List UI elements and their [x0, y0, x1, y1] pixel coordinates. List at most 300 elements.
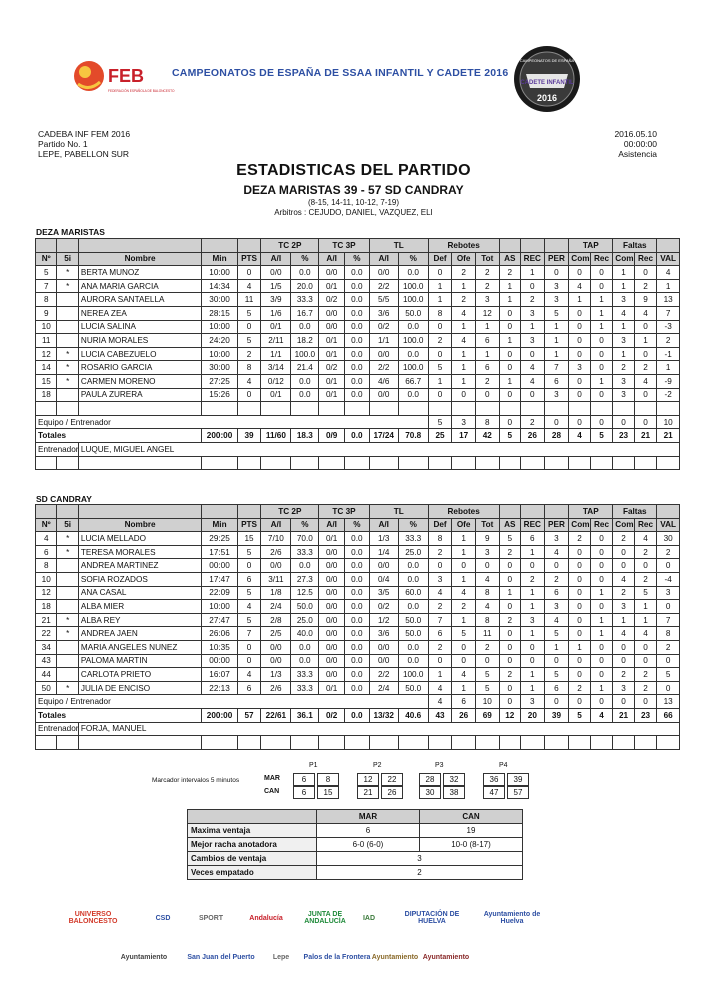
empty-cell: [569, 736, 590, 750]
stat-cell: 1: [452, 572, 476, 586]
stat-cell: 5: [36, 266, 57, 280]
stat-cell: 6: [475, 334, 499, 348]
total-cell: 21: [613, 708, 634, 722]
sponsor-logo: SPORT: [198, 914, 224, 922]
stat-cell: 0.0: [398, 559, 428, 573]
game-flow-table: [187, 809, 523, 880]
stat-cell: 1: [613, 320, 634, 334]
stat-cell: 5: [544, 627, 569, 641]
stat-cell: 0: [590, 532, 613, 546]
stat-cell: 0: [569, 415, 590, 429]
stat-cell: 1: [634, 613, 657, 627]
stat-cell: 17:47: [202, 572, 237, 586]
group-header-cell: [202, 239, 237, 253]
stat-cell: 1: [452, 532, 476, 546]
stat-cell: 2: [475, 640, 499, 654]
stat-cell: 0: [237, 640, 261, 654]
sponsor-logo: DIPUTACIÓN DE HUELVA: [404, 911, 460, 925]
player-row: [36, 627, 680, 641]
stat-cell: 0: [569, 695, 590, 709]
stat-cell: 2: [428, 334, 452, 348]
player-name: CARLOTA PRIETO: [78, 668, 201, 682]
stat-cell: 2: [499, 668, 520, 682]
stat-cell: 1: [452, 279, 476, 293]
stat-cell: 1: [590, 306, 613, 320]
group-header-row: [36, 505, 680, 519]
stat-cell: 1: [634, 600, 657, 614]
stat-cell: 13: [657, 695, 680, 709]
stat-cell: 0.0: [291, 320, 319, 334]
empty-cell: [613, 402, 634, 416]
player-row: [36, 266, 680, 280]
stat-cell: 0: [452, 640, 476, 654]
badge-top-text: CAMPEONATOS DE ESPAÑA: [519, 58, 575, 63]
quarter-team-code: CAN: [264, 788, 280, 795]
stat-cell: 0.0: [345, 347, 370, 361]
stat-cell: 1/3: [369, 532, 398, 546]
stat-cell: 7: [237, 627, 261, 641]
stat-cell: 2: [569, 532, 590, 546]
total-cell: 57: [237, 708, 261, 722]
stat-cell: 0: [590, 668, 613, 682]
empty-cell: [78, 456, 201, 470]
stat-cell: 50.0: [398, 613, 428, 627]
empty-cell: [428, 736, 452, 750]
group-header-cell: [499, 505, 520, 519]
stat-cell: 1: [499, 374, 520, 388]
stat-cell: 0.0: [345, 627, 370, 641]
quarter-score-cell: 8: [317, 773, 339, 786]
stat-cell: 0.0: [345, 681, 370, 695]
stat-cell: -9: [657, 374, 680, 388]
stat-cell: 0.0: [345, 559, 370, 573]
group-header-cell: [36, 239, 57, 253]
team-name-away: SD CANDRAY: [36, 494, 92, 504]
stat-cell: 4/6: [369, 374, 398, 388]
stat-cell: 4: [428, 586, 452, 600]
player-row: [36, 586, 680, 600]
stat-cell: 0.0: [398, 266, 428, 280]
player-name: SOFIA ROZADOS: [78, 572, 201, 586]
group-header-cell: Faltas: [613, 239, 657, 253]
quarter-score-cell: 39: [507, 773, 529, 786]
column-header-cell: Nº: [36, 252, 57, 266]
group-header-cell: TC 3P: [319, 239, 369, 253]
stat-cell: 1: [499, 279, 520, 293]
total-cell: 20: [521, 708, 545, 722]
empty-cell: [57, 456, 78, 470]
group-header-cell: TL: [369, 505, 428, 519]
player-name: ROSARIO GARCIA: [78, 361, 201, 375]
coach-row: [36, 442, 680, 456]
flow-value: 2: [317, 866, 523, 880]
stat-cell: 12: [36, 586, 57, 600]
stat-cell: 3/14: [261, 361, 291, 375]
quarter-header: P1: [309, 762, 318, 769]
stat-cell: 0: [569, 627, 590, 641]
stat-cell: 0: [634, 559, 657, 573]
stat-cell: 0: [569, 545, 590, 559]
stat-cell: 0/0: [319, 572, 345, 586]
stat-cell: 1: [521, 681, 545, 695]
stat-cell: *: [57, 681, 78, 695]
stat-cell: 2: [452, 600, 476, 614]
competition: CADEBA INF FEM 2016: [38, 129, 131, 139]
stat-cell: 0.0: [291, 374, 319, 388]
stat-cell: 0: [613, 415, 634, 429]
stat-cell: *: [57, 532, 78, 546]
coach-label: Entrenador: [36, 442, 79, 456]
stat-cell: 1: [499, 334, 520, 348]
stat-cell: 22: [36, 627, 57, 641]
stat-cell: 3: [475, 545, 499, 559]
stat-cell: 1: [475, 320, 499, 334]
stat-cell: 1: [657, 361, 680, 375]
player-row: [36, 388, 680, 402]
stat-cell: 1/8: [261, 586, 291, 600]
player-name: LUCIA SALINA: [78, 320, 201, 334]
stat-cell: 0.0: [291, 559, 319, 573]
stat-cell: 2: [634, 361, 657, 375]
column-header-cell: A/I: [369, 518, 398, 532]
stat-cell: 0: [634, 320, 657, 334]
stat-cell: 0: [499, 681, 520, 695]
stat-cell: 0.0: [291, 388, 319, 402]
stat-cell: 33.3: [291, 545, 319, 559]
stat-cell: 0.0: [291, 654, 319, 668]
attendance: Asistencia: [618, 149, 657, 159]
column-header-cell: %: [398, 252, 428, 266]
stat-cell: 2: [569, 681, 590, 695]
stat-cell: 27:47: [202, 613, 237, 627]
stat-cell: 0: [499, 627, 520, 641]
stat-cell: 0: [499, 388, 520, 402]
empty-cell: [544, 456, 569, 470]
stat-cell: 2/2: [369, 279, 398, 293]
stat-cell: 2: [475, 374, 499, 388]
stat-cell: 0/0: [261, 559, 291, 573]
empty-cell: [452, 736, 476, 750]
stat-cell: 0/1: [261, 388, 291, 402]
stat-cell: 0/0: [319, 640, 345, 654]
empty-cell: [499, 456, 520, 470]
column-header-cell: Ofe: [452, 252, 476, 266]
stat-cell: 8: [475, 586, 499, 600]
empty-cell: [569, 456, 590, 470]
stat-cell: 3: [521, 334, 545, 348]
group-header-cell: [57, 505, 78, 519]
stat-cell: 0/2: [319, 293, 345, 307]
stat-cell: 0: [499, 572, 520, 586]
stat-cell: 4: [634, 627, 657, 641]
flow-label: Veces empatado: [188, 866, 317, 880]
stat-cell: 7: [657, 613, 680, 627]
stat-cell: 0/0: [319, 586, 345, 600]
empty-cell: [475, 402, 499, 416]
stat-cell: 5: [452, 627, 476, 641]
stat-cell: 0: [569, 586, 590, 600]
stat-cell: [57, 668, 78, 682]
stat-cell: 8: [428, 532, 452, 546]
total-cell: 4: [569, 429, 590, 443]
empty-cell: [452, 402, 476, 416]
empty-cell: [36, 456, 57, 470]
stat-cell: 4: [613, 306, 634, 320]
stat-cell: 3: [613, 334, 634, 348]
stat-cell: 60.0: [398, 586, 428, 600]
stat-cell: 4: [237, 668, 261, 682]
column-header-cell: A/I: [261, 518, 291, 532]
stat-cell: 3: [428, 572, 452, 586]
stat-cell: 3/5: [369, 586, 398, 600]
stat-cell: 4: [521, 374, 545, 388]
stat-cell: 4: [452, 306, 476, 320]
group-header-cell: Faltas: [613, 505, 657, 519]
stat-cell: 0: [499, 415, 520, 429]
total-cell: 26: [452, 708, 476, 722]
stat-cell: 21.4: [291, 361, 319, 375]
stat-cell: 2/2: [369, 668, 398, 682]
stat-cell: 0: [428, 388, 452, 402]
stat-cell: 5: [475, 668, 499, 682]
stat-cell: 6: [237, 572, 261, 586]
column-header-cell: Rec: [590, 252, 613, 266]
stat-cell: 4: [237, 600, 261, 614]
flow-header-cell: [188, 810, 317, 824]
stat-cell: 1/1: [369, 334, 398, 348]
stat-cell: 2: [428, 545, 452, 559]
stat-cell: 0/0: [261, 654, 291, 668]
stat-cell: 0: [452, 654, 476, 668]
match-date: 2016.05.10: [614, 129, 657, 139]
stat-cell: 17:51: [202, 545, 237, 559]
total-cell: 18.3: [291, 429, 319, 443]
stat-cell: 0/0: [319, 266, 345, 280]
stat-cell: 1: [590, 293, 613, 307]
stat-cell: 1: [613, 266, 634, 280]
column-header-cell: PTS: [237, 518, 261, 532]
stat-cell: 5: [428, 415, 452, 429]
stat-cell: *: [57, 347, 78, 361]
player-row: [36, 306, 680, 320]
quarter-score-cell: 28: [419, 773, 441, 786]
stat-cell: 0/1: [319, 347, 345, 361]
stat-cell: 4: [428, 695, 452, 709]
column-header-cell: Nombre: [78, 518, 201, 532]
column-header-cell: %: [291, 252, 319, 266]
total-cell: 21: [657, 429, 680, 443]
sponsor-logo: Ayuntamiento: [120, 953, 168, 961]
stat-cell: 0: [590, 279, 613, 293]
stat-cell: -2: [657, 388, 680, 402]
stat-cell: 0: [544, 415, 569, 429]
stat-cell: 1: [499, 586, 520, 600]
flow-row: [188, 852, 523, 866]
stat-cell: 1: [590, 320, 613, 334]
column-header-cell: Com: [569, 518, 590, 532]
quarter-score-cell: 26: [381, 786, 403, 799]
badge-year: 2016: [536, 93, 558, 103]
match-number: Partido No. 1: [38, 139, 88, 149]
stat-cell: 0: [590, 347, 613, 361]
stat-cell: 0: [428, 347, 452, 361]
stat-cell: 0: [590, 334, 613, 348]
sponsor-logo: UNIVERSO BALONCESTO: [68, 911, 118, 925]
stat-cell: 2: [613, 361, 634, 375]
stat-cell: 0: [521, 279, 545, 293]
stat-cell: 0: [634, 654, 657, 668]
stat-cell: 0.0: [398, 320, 428, 334]
total-cell: 21: [634, 429, 657, 443]
stat-cell: 2: [521, 293, 545, 307]
quarter-score-cell: 38: [443, 786, 465, 799]
stat-cell: 0.0: [345, 654, 370, 668]
stat-cell: 1: [657, 279, 680, 293]
stat-cell: 11: [36, 334, 57, 348]
stat-cell: 27:25: [202, 374, 237, 388]
stat-cell: 3/11: [261, 572, 291, 586]
spacer-row: [36, 402, 680, 416]
stat-cell: 1: [475, 347, 499, 361]
stat-cell: 7: [544, 361, 569, 375]
stat-cell: 33.3: [291, 668, 319, 682]
stat-cell: 2: [499, 545, 520, 559]
stat-cell: 0: [569, 306, 590, 320]
stat-cell: 10: [475, 695, 499, 709]
stat-cell: 5: [237, 334, 261, 348]
total-cell: 4: [590, 708, 613, 722]
player-name: ANA MARIA GARCIA: [78, 279, 201, 293]
stat-cell: 1: [590, 374, 613, 388]
stat-cell: 0: [521, 654, 545, 668]
sponsor-logo: Andalucía: [249, 914, 283, 922]
empty-cell: [521, 456, 545, 470]
totals-label: Totales: [36, 429, 202, 443]
stat-cell: 0: [499, 361, 520, 375]
empty-cell: [544, 402, 569, 416]
stat-cell: 3/9: [261, 293, 291, 307]
stat-cell: 10: [657, 415, 680, 429]
player-row: [36, 374, 680, 388]
stat-cell: 25.0: [398, 545, 428, 559]
quarter-score-cell: 47: [483, 786, 505, 799]
player-name: ANDREA JAEN: [78, 627, 201, 641]
stat-cell: 3: [613, 293, 634, 307]
stat-cell: 6: [544, 681, 569, 695]
flow-value: 6: [317, 824, 420, 838]
stat-cell: [57, 586, 78, 600]
stat-cell: 0: [428, 654, 452, 668]
stat-cell: 0.0: [345, 572, 370, 586]
quarter-header: P2: [373, 762, 382, 769]
stat-cell: 0: [590, 654, 613, 668]
column-header-cell: Def: [428, 518, 452, 532]
column-header-cell: Nº: [36, 518, 57, 532]
empty-cell: [319, 402, 345, 416]
team-row-label: Equipo / Entrenador: [36, 695, 429, 709]
badge-text: CADETE INFANTIL: [520, 80, 574, 86]
empty-cell: [345, 456, 370, 470]
stat-cell: *: [57, 374, 78, 388]
stat-cell: 0: [590, 266, 613, 280]
group-header-row: [36, 239, 680, 253]
stat-cell: 3: [475, 293, 499, 307]
stat-cell: 0: [521, 640, 545, 654]
stat-cell: 66.7: [398, 374, 428, 388]
stat-cell: 1: [544, 334, 569, 348]
stat-cell: 2: [634, 572, 657, 586]
column-header-cell: 5i: [57, 518, 78, 532]
stat-cell: 5: [544, 306, 569, 320]
feb-logo-text: FEB: [108, 66, 144, 86]
column-header-cell: 5i: [57, 252, 78, 266]
stat-cell: 2/4: [369, 681, 398, 695]
stat-cell: 100.0: [398, 293, 428, 307]
flow-row: [188, 866, 523, 880]
stat-cell: 50.0: [398, 681, 428, 695]
group-header-cell: TL: [369, 239, 428, 253]
empty-cell: [36, 736, 57, 750]
empty-cell: [634, 736, 657, 750]
stat-cell: 0.0: [398, 600, 428, 614]
stat-cell: 0: [428, 266, 452, 280]
total-cell: 0.0: [345, 708, 370, 722]
column-header-cell: %: [291, 518, 319, 532]
stat-cell: 0: [499, 559, 520, 573]
stat-cell: 8: [657, 627, 680, 641]
stat-cell: 4: [544, 613, 569, 627]
stat-cell: 0: [237, 559, 261, 573]
sponsor-logo: Palos de la Frontera: [303, 953, 371, 961]
column-header-cell: A/I: [369, 252, 398, 266]
stat-cell: 18.2: [291, 334, 319, 348]
stat-cell: 2: [634, 668, 657, 682]
stat-cell: 0: [544, 654, 569, 668]
empty-cell: [78, 736, 201, 750]
stat-cell: 4: [452, 334, 476, 348]
stat-cell: 3/6: [369, 306, 398, 320]
stat-cell: 1: [590, 627, 613, 641]
column-header-cell: A/I: [261, 252, 291, 266]
player-row: [36, 361, 680, 375]
empty-cell: [57, 402, 78, 416]
column-header-cell: Tot: [475, 518, 499, 532]
quarter-team-code: MAR: [264, 775, 280, 782]
player-row: [36, 559, 680, 573]
stat-cell: 0: [499, 640, 520, 654]
stat-cell: 0: [499, 347, 520, 361]
total-cell: 43: [428, 708, 452, 722]
stat-cell: 0.0: [398, 640, 428, 654]
stat-cell: 30:00: [202, 293, 237, 307]
group-header-cell: [78, 505, 201, 519]
empty-cell: [202, 456, 237, 470]
stat-cell: 0.0: [345, 374, 370, 388]
stat-cell: 3: [544, 388, 569, 402]
stat-cell: 1: [521, 266, 545, 280]
stat-cell: 0: [613, 640, 634, 654]
column-header-cell: Def: [428, 252, 452, 266]
empty-cell: [369, 456, 398, 470]
stat-cell: 0: [590, 361, 613, 375]
stat-cell: 44: [36, 668, 57, 682]
empty-cell: [291, 402, 319, 416]
player-row: [36, 600, 680, 614]
stat-cell: 0: [428, 559, 452, 573]
player-row: [36, 279, 680, 293]
match-score-line: DEZA MARISTAS 39 - 57 SD CANDRAY: [243, 183, 464, 197]
stat-cell: 0: [499, 600, 520, 614]
